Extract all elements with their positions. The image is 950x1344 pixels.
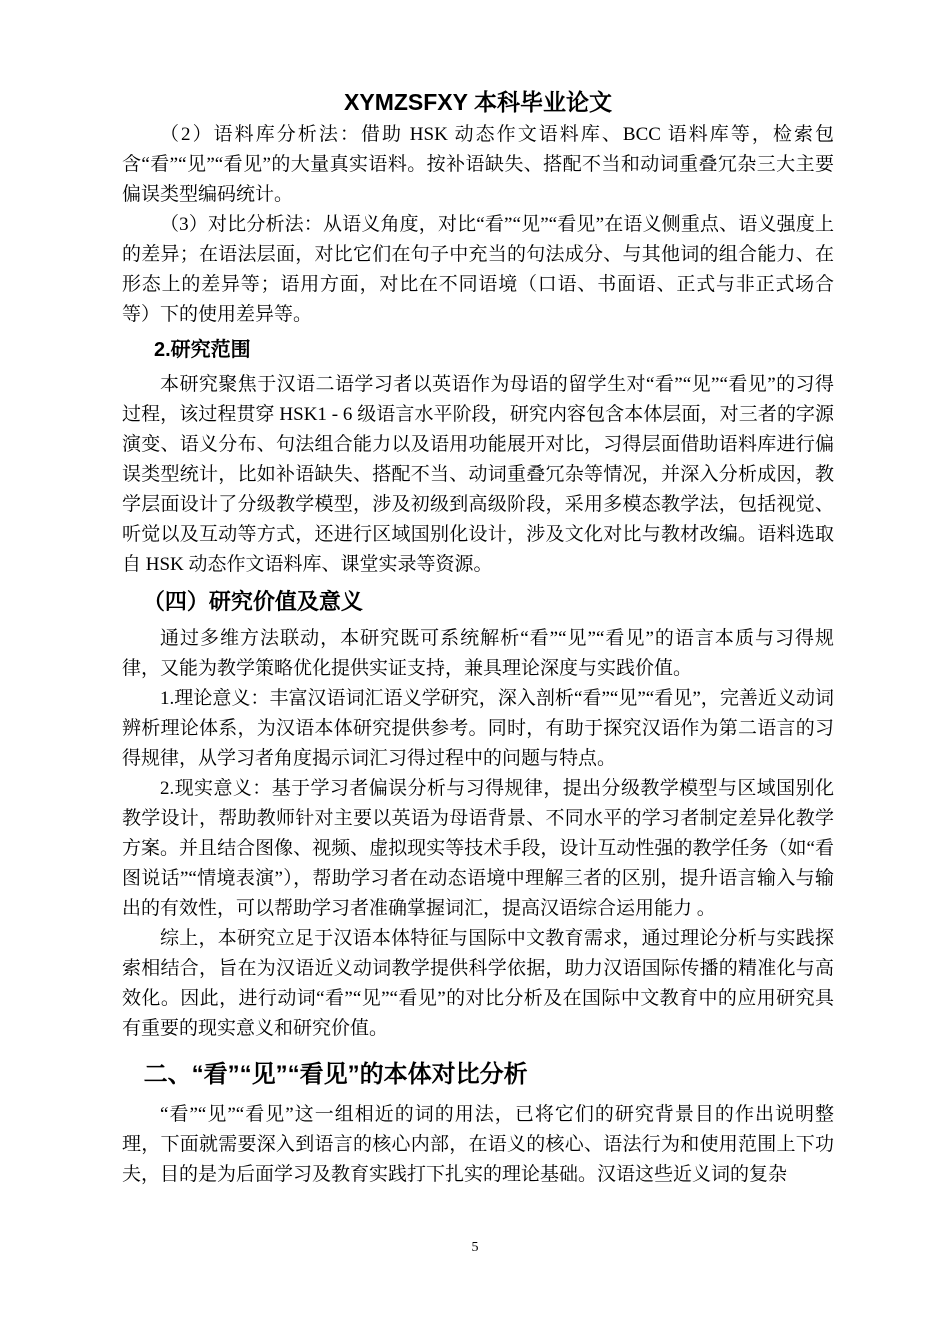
- document-title: XYMZSFXY 本科毕业论文: [344, 89, 612, 115]
- paragraph-theoretical-significance: 1.理论意义：丰富汉语词汇语义学研究，深入剖析“看”“见”“看见”，完善近义动词辨析理论体系，为汉语本体研究提供参考。同时，有助于探究汉语作为第二语言的习得规律，从学习者角度揭示词汇习得过程中的问题与特点。: [122, 688, 834, 769]
- heading-research-value: （四）研究价值及意义: [142, 589, 363, 614]
- paragraph-value-overview: 通过多维方法联动，本研究既可系统解析“看”“见”“看见”的语言本质与习得规律，又能为教学策略优化提供实证支持，兼具理论深度与实践价值。: [122, 628, 834, 679]
- heading-research-scope: 2.研究范围: [154, 339, 251, 361]
- paragraph-research-scope: 本研究聚焦于汉语二语学习者以英语作为母语的留学生对“看”“见”“看见”的习得过程，该过程贯穿 HSK1 - 6 级语言水平阶段，研究内容包含本体层面，对三者的字源演变、语义分布、句法组合能力以及语用功能展开对比，习得层面借助语料库进行偏误类型统计，比如补语缺失、搭配不当、动词重叠冗杂等情况，并深入分析成因，教学层面设计了分级教学模型，涉及初级到高级阶段，采用多模态教学法，包括视觉、听觉以及互动等方式，还进行区域国别化设计，涉及文化对比与教材改编。语料选取自 HSK 动态作文语料库、课堂实录等资源。: [122, 374, 834, 575]
- paragraph-practical-significance: 2.现实意义：基于学习者偏误分析与习得规律，提出分级教学模型与区域国别化教学设计，帮助教师针对主要以英语为母语背景、不同水平的学习者制定差异化教学方案。并且结合图像、视频、虚拟现实等技术手段，设计互动性强的教学任务（如“看图说话”“情境表演”），帮助学习者在动态语境中理解三者的区别，提升语言输入与输出的有效性，可以帮助学习者准确掌握词汇，提高汉语综合运用能力 。: [122, 778, 834, 919]
- paragraph-contrast-method: （3）对比分析法：从语义角度，对比“看”“见”“看见”在语义侧重点、语义强度上的差异；在语法层面，对比它们在句子中充当的句法成分、与其他词的组合能力、在形态上的差异等；语用方面，对比在不同语境（口语、书面语、正式与非正式场合等）下的使用差异等。: [122, 214, 834, 325]
- paragraph-chapter-two-intro: “看”“见”“看见”这一组相近的词的用法，已将它们的研究背景目的作出说明整理，下面就需要深入到语言的核心内部，在语义的核心、语法行为和使用范围上下功夫，目的是为后面学习及教育实践打下扎实的理论基础。汉语这些近义词的复杂: [122, 1104, 834, 1185]
- heading-chapter-two: 二、“看”“见”“看见”的本体对比分析: [143, 1061, 528, 1088]
- page-number: 5: [471, 1240, 479, 1255]
- paragraph-corpus-method: （2）语料库分析法：借助 HSK 动态作文语料库、BCC 语料库等，检索包含“看”“见”“看见”的大量真实语料。按补语缺失、搭配不当和动词重叠冗杂三大主要偏误类型编码统计。: [122, 124, 834, 205]
- paragraph-conclusion: 综上，本研究立足于汉语本体特征与国际中文教育需求，通过理论分析与实践探索相结合，旨在为汉语近义动词教学提供科学依据，助力汉语国际传播的精准化与高效化。因此，进行动词“看”“见”“看见”的对比分析及在国际中文教育中的应用研究具有重要的现实意义和研究价值。: [122, 928, 834, 1039]
